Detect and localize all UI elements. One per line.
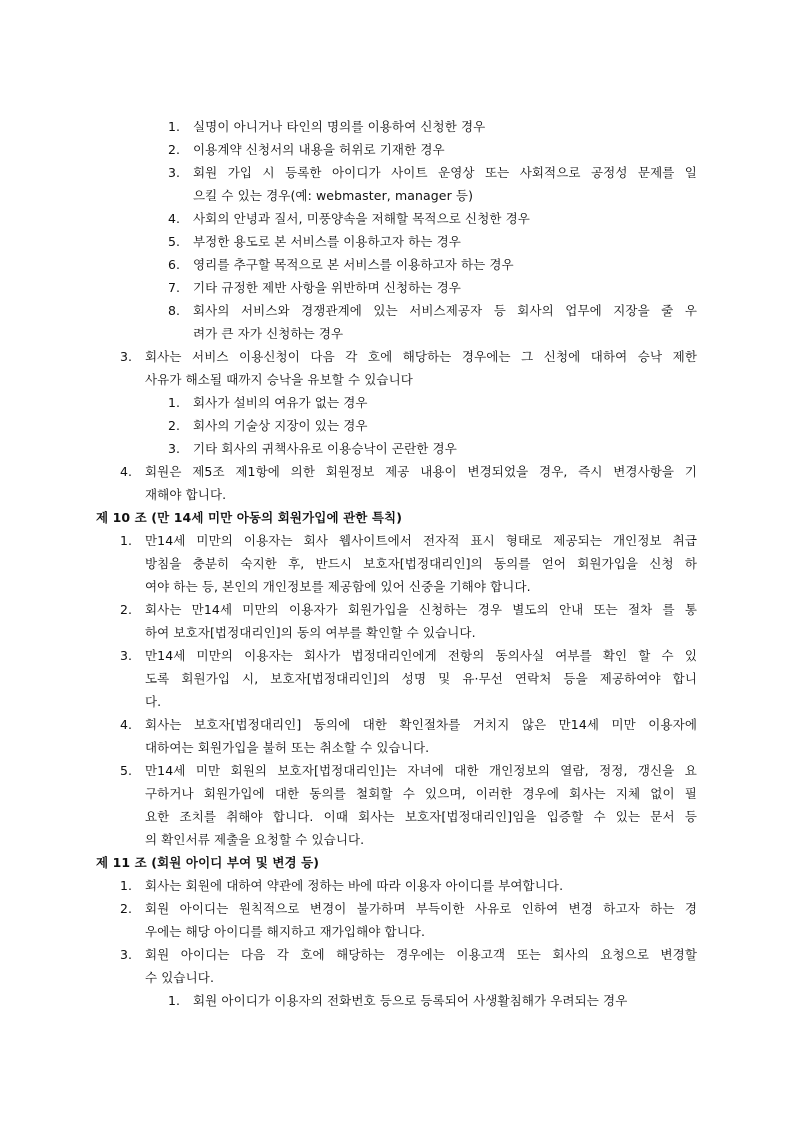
list-item-number: 3. (120, 349, 133, 364)
list-item (120, 345, 697, 368)
list-item-text: 수 있습니다. (145, 970, 215, 985)
list-item-number: 3. (120, 648, 133, 663)
list-item-text: 만14세 미만의 이용자는 회사 웹사이트에서 전자적 표시 형태로 제공되는 개인정보 취급 (145, 533, 697, 548)
list-item-text: 만14세 미만의 이용자는 회사가 법정대리인에게 전항의 동의사실 여부를 확인 할 수 있 (145, 648, 697, 663)
list-item-continuation (145, 667, 697, 690)
list-item-number: 2. (168, 142, 181, 157)
list-item-number: 1. (168, 993, 181, 1008)
list-item-text: 이용계약 신청서의 내용을 허위로 기재한 경우 (193, 142, 445, 157)
list-item-text: 기타 회사의 귀책사유로 이용승낙이 곤란한 경우 (193, 441, 457, 456)
list-item-continuation (145, 552, 697, 575)
list-item (168, 138, 697, 161)
list-item (120, 460, 697, 483)
list-item (168, 299, 697, 322)
list-item-continuation (145, 805, 697, 828)
list-item-text: 회사는 회원에 대하여 약관에 정하는 바에 따라 이용자 아이디를 부여합니다. (145, 878, 564, 893)
list-item-text: 방침을 충분히 숙지한 후, 반드시 보호자[법정대리인]의 동의를 얻어 회원가입을 신청 하 (145, 556, 697, 571)
list-item-text: 회사의 기술상 지장이 있는 경우 (193, 418, 368, 433)
list-item-number: 2. (168, 418, 181, 433)
list-item-continuation (145, 736, 697, 759)
list-item-number: 6. (168, 257, 181, 272)
list-item-text: 다. (145, 694, 162, 709)
list-item-text: 사회의 안녕과 질서, 미풍양속을 저해할 목적으로 신청한 경우 (193, 211, 530, 226)
list-item-continuation (145, 920, 697, 943)
list-item-text: 하여 보호자[법정대리인]의 동의 여부를 확인할 수 있습니다. (145, 625, 476, 640)
list-item-number: 3. (168, 441, 181, 456)
article-heading (96, 851, 319, 874)
list-item-number: 3. (168, 165, 181, 180)
list-item (168, 414, 697, 437)
list-item (168, 437, 697, 460)
list-item (168, 115, 697, 138)
list-item-text: 회사는 서비스 이용신청이 다음 각 호에 해당하는 경우에는 그 신청에 대하여 승낙 제한 (145, 349, 697, 364)
list-item (168, 161, 697, 184)
list-item (120, 713, 697, 736)
list-item-number: 2. (120, 901, 133, 916)
list-item-number: 5. (168, 234, 181, 249)
list-item (168, 276, 697, 299)
list-item (168, 230, 697, 253)
list-item-number: 2. (120, 602, 133, 617)
list-item-continuation (145, 782, 697, 805)
list-item-continuation (145, 483, 697, 506)
list-item-text: 려가 큰 자가 신청하는 경우 (193, 326, 344, 341)
list-item-text: 회원 아이디는 원칙적으로 변경이 불가하며 부득이한 사유로 인하여 변경 하고자 하는 경 (145, 901, 697, 916)
list-item-continuation (145, 690, 697, 713)
list-item-number: 4. (168, 211, 181, 226)
list-item-text: 기타 규정한 제반 사항을 위반하며 신청하는 경우 (193, 280, 461, 295)
list-item (168, 989, 697, 1012)
list-item-text: 회원 아이디가 이용자의 전화번호 등으로 등록되어 사생활침해가 우려되는 경우 (193, 993, 628, 1008)
list-item-text: 회원 아이디는 다음 각 호에 해당하는 경우에는 이용고객 또는 회사의 요청으로 변경할 (145, 947, 697, 962)
list-item-continuation (145, 966, 697, 989)
list-item (120, 897, 697, 920)
list-item-continuation (145, 368, 697, 391)
list-item-text: 재해야 합니다. (145, 487, 227, 502)
list-item-continuation (193, 322, 697, 345)
list-item-text: 대하여는 회원가입을 불허 또는 취소할 수 있습니다. (145, 740, 430, 755)
article-heading (96, 506, 402, 529)
list-item-text: 회사는 만14세 미만의 이용자가 회원가입을 신청하는 경우 별도의 안내 또는 절차 를 통 (145, 602, 697, 617)
list-item-text: 회사가 설비의 여유가 없는 경우 (193, 395, 368, 410)
list-item (120, 529, 697, 552)
list-item-continuation (145, 575, 697, 598)
list-item-text: 실명이 아니거나 타인의 명의를 이용하여 신청한 경우 (193, 119, 486, 134)
list-item-text: 회사는 보호자[법정대리인] 동의에 대한 확인절차를 거치지 않은 만14세 미만 이용자에 (145, 717, 697, 732)
list-item-text: 우에는 해당 아이디를 해지하고 재가입해야 합니다. (145, 924, 426, 939)
article-heading-text: 제 11 조 (회원 아이디 부여 및 변경 등) (96, 855, 320, 870)
list-item-continuation (145, 828, 697, 851)
list-item (168, 253, 697, 276)
list-item-text: 부정한 용도로 본 서비스를 이용하고자 하는 경우 (193, 234, 461, 249)
list-item-text: 회원은 제5조 제1항에 의한 회원정보 제공 내용이 변경되었을 경우, 즉시 변경사항을 기 (145, 464, 697, 479)
list-item-text: 구하거나 회원가입에 대한 동의를 철회할 수 있으며, 이러한 경우에 회사는 지체 없이 필 (145, 786, 697, 801)
list-item-number: 3. (120, 947, 133, 962)
list-item-number: 1. (168, 119, 181, 134)
list-item-number: 4. (120, 464, 133, 479)
list-item (168, 207, 697, 230)
list-item-text: 으킬 수 있는 경우(예: webmaster, manager 등) (193, 188, 474, 203)
list-item-continuation (193, 184, 697, 207)
list-item (120, 644, 697, 667)
list-item (120, 598, 697, 621)
list-item-number: 4. (120, 717, 133, 732)
list-item (120, 759, 697, 782)
list-item-text: 여야 하는 등, 본인의 개인정보를 제공함에 있어 신중을 기해야 합니다. (145, 579, 531, 594)
list-item-text: 사유가 해소될 때까지 승낙을 유보할 수 있습니다 (145, 372, 413, 387)
list-item-continuation (145, 621, 697, 644)
list-item (168, 391, 697, 414)
list-item-text: 만14세 미만 회원의 보호자[법정대리인]는 자녀에 대한 개인정보의 열람, 정정, 갱신을 요 (145, 763, 697, 778)
list-item-number: 1. (168, 395, 181, 410)
list-item-number: 8. (168, 303, 181, 318)
article-heading-text: 제 10 조 (만 14세 미만 아동의 회원가입에 관한 특칙) (96, 510, 403, 525)
list-item-text: 영리를 추구할 목적으로 본 서비스를 이용하고자 하는 경우 (193, 257, 514, 272)
list-item-text: 도록 회원가입 시, 보호자[법정대리인]의 성명 및 유·무선 연락처 등을 제공하여야 합니 (145, 671, 697, 686)
list-item-number: 1. (120, 878, 133, 893)
list-item-number: 1. (120, 533, 133, 548)
list-item-number: 5. (120, 763, 133, 778)
list-item-number: 7. (168, 280, 181, 295)
list-item-text: 의 확인서류 제출을 요청할 수 있습니다. (145, 832, 365, 847)
list-item-text: 회원 가입 시 등록한 아이디가 사이트 운영상 또는 사회적으로 공정성 문제를 일 (193, 165, 697, 180)
list-item-text: 요한 조치를 취해야 합니다. 이때 회사는 보호자[법정대리인]임을 입증할 수 있는 문서 등 (145, 809, 697, 824)
list-item (120, 943, 697, 966)
list-item (120, 874, 697, 897)
list-item-text: 회사의 서비스와 경쟁관계에 있는 서비스제공자 등 회사의 업무에 지장을 줄 우 (193, 303, 697, 318)
